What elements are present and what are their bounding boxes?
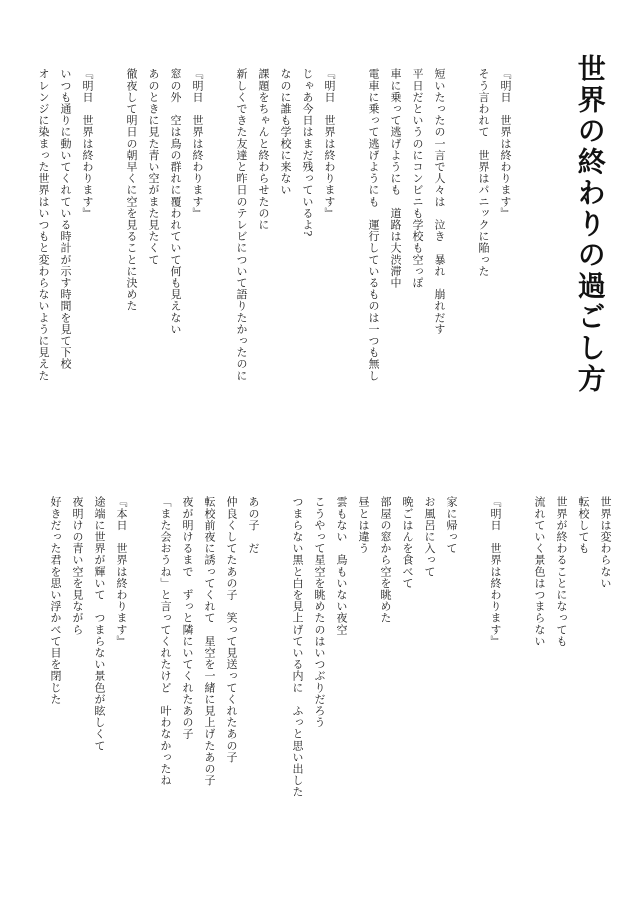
poem-line: 転校前夜に誘ってくれて 星空を一緒に見上げたあの子	[203, 496, 216, 786]
stanza-break	[506, 496, 528, 816]
stanza-break	[208, 68, 230, 388]
poem-line: 好きだった君を思い浮かべて目を閉じた	[49, 496, 62, 705]
poem-line: なのに誰も学校に来ない	[279, 68, 292, 196]
poem-line: 『明日 世界は終わります』	[499, 68, 512, 219]
poem-line: 新しくできた友達と昨日のテレビについて語りたかったのに	[235, 68, 248, 382]
poem-line: 電車に乗って逃げようにも 運行しているものは一つも無し	[367, 68, 380, 382]
poem-line: 「また会おうね」と言ってくれたけど 叶わなかったね	[159, 496, 172, 786]
poem-line: 『明日 世界は終わります』	[323, 68, 336, 219]
poem-line: 課題をちゃんと終わらせたのに	[257, 68, 270, 231]
poem-line: 車に乗って逃げようにも 道路は大渋滞中	[389, 68, 402, 289]
poem-line: 夜明けの青い空を見ながら	[71, 496, 84, 636]
poem-line: つまらない黒と白を見上げている内に ふっと思い出した	[291, 496, 304, 798]
poem-line: 短いたったの一言で人々は 泣き 暴れ 崩れだす	[433, 68, 446, 335]
poem-line: 昼とは違う	[357, 496, 370, 554]
poem-line: そう言われて 世界はパニックに陥った	[477, 68, 490, 277]
stanza-break	[264, 496, 286, 816]
stanza-break	[340, 68, 362, 388]
stanza-break	[132, 496, 154, 816]
poem-line: 途端に世界が輝いて つまらない景色が眩しくて	[93, 496, 106, 752]
poem-line: 窓の外 空は鳥の群れに覆われていて何も見えない	[169, 68, 182, 335]
poem-line: 部屋の窓から空を眺めた	[379, 496, 392, 624]
poem-line: 『明日 世界は終わります』	[81, 68, 94, 219]
poem-top-block	[32, 68, 516, 388]
stanza-break	[98, 68, 120, 388]
poem-line: 流れていく景色はつまらない	[533, 496, 546, 647]
poem-line: 世界が終わることになっても	[555, 496, 568, 647]
poem-line: お風呂に入って	[423, 496, 436, 578]
poem-line: 『明日 世界は終わります』	[489, 496, 502, 647]
poem-line: 『明日 世界は終わります』	[191, 68, 204, 219]
poem-line: あの子 だ	[247, 496, 260, 554]
stanza-break	[450, 68, 472, 388]
document-title: 世界の終わりの過ごし方	[573, 54, 607, 395]
poem-line: 家に帰って	[445, 496, 458, 554]
poem-line: 仲良くしてたあの子 笑って見送ってくれたあの子	[225, 496, 238, 763]
poem-line: あのときに見た青い空がまた見たくて	[147, 68, 160, 266]
poem-line: 平日だというのにコンビニも学校も空っぽ	[411, 68, 424, 289]
poem-line: じゃあ今日はまだ残っているよ?	[301, 68, 314, 237]
poem-line: 転校しても	[577, 496, 590, 554]
poem-line: 晩ごはんを食べて	[401, 496, 414, 589]
poem-line: 世界は変わらない	[599, 496, 612, 589]
poem-line: 徹夜して明日の朝早くに空を見ることに決めた	[125, 68, 138, 312]
stanza-break	[462, 496, 484, 816]
poem-bottom-block	[44, 496, 616, 816]
poem-line: 『本日 世界は終わります』	[115, 496, 128, 647]
poem-line: オレンジに染まった世界はいつもと変わらないように見えた	[37, 68, 50, 382]
poem-line: いつも通りに動いてくれている時計が示す時間を見て下校	[59, 68, 72, 370]
poem-line: 夜が明けるまで ずっと隣にいてくれたあの子	[181, 496, 194, 740]
poem-line: こうやって星空を眺めたのはいつぶりだろう	[313, 496, 326, 728]
poem-line: 雲もない 鳥もいない夜空	[335, 496, 348, 636]
